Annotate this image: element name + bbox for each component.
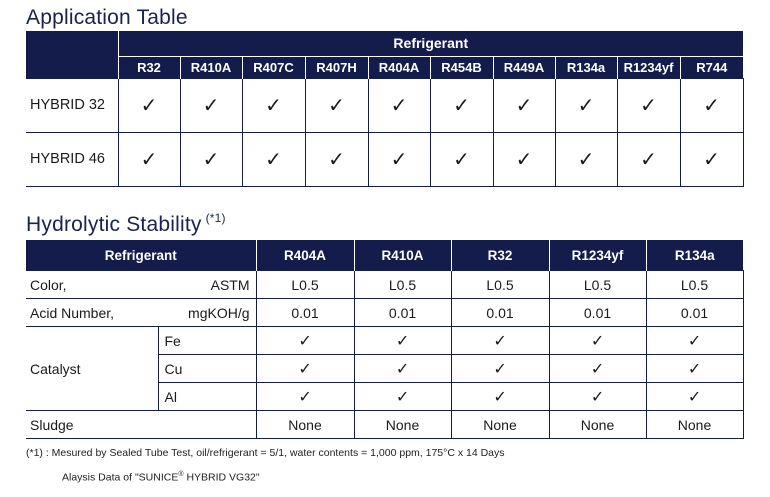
check-cell: ✓ [646,355,743,383]
check-cell: ✓ [555,78,617,132]
catalyst-metal: Cu [158,355,256,383]
acid-number-unit: mgKOH/g [158,299,256,327]
value-cell: L0.5 [354,271,451,299]
app-col-header: R407H [305,56,368,78]
value-cell: None [549,411,646,439]
hydro-col-header: R134a [646,240,743,271]
value-cell: 0.01 [646,299,743,327]
check-cell: ✓ [549,383,646,411]
check-cell: ✓ [256,355,354,383]
value-cell: L0.5 [451,271,549,299]
value-cell: None [354,411,451,439]
hydro-title-note: (*1) [205,211,226,225]
table-row [26,271,743,299]
value-cell: 0.01 [451,299,549,327]
check-cell: ✓ [549,355,646,383]
check-cell: ✓ [646,327,743,355]
catalyst-label: Catalyst [26,327,158,411]
acid-number-label: Acid Number, [26,299,158,327]
app-col-header: R404A [368,56,430,78]
application-table [26,31,744,187]
check-cell: ✓ [354,355,451,383]
app-col-header: R744 [680,56,743,78]
footnote: (*1) : Mesured by Sealed Tube Test, oil/refrigerant = 5/1, water contents = 1,000 ppm, 175°C x 14 Days [26,447,505,459]
check-cell: ✓ [354,383,451,411]
check-cell: ✓ [451,383,549,411]
catalyst-metal: Al [158,383,256,411]
check-cell: ✓ [242,132,305,186]
row-label: HYBRID 46 [26,132,118,186]
app-col-header: R134a [555,56,617,78]
value-cell: L0.5 [256,271,354,299]
source-note [62,471,260,484]
value-cell: L0.5 [549,271,646,299]
color-label: Color, [26,271,158,299]
app-col-header: R407C [242,56,305,78]
source-prefix: Alaysis Data of "SUNICE [62,471,179,484]
check-cell: ✓ [451,355,549,383]
table-row [26,411,743,439]
registered-mark: ® [178,471,184,478]
check-cell: ✓ [118,132,180,186]
table-row [26,299,743,327]
check-cell: ✓ [180,78,242,132]
check-cell: ✓ [305,78,368,132]
check-cell: ✓ [680,78,743,132]
hydro-col-header: R410A [354,240,451,271]
sludge-label: Sludge [26,411,256,439]
check-cell: ✓ [242,78,305,132]
source-suffix: HYBRID VG32" [183,471,260,484]
value-cell: None [256,411,354,439]
catalyst-metal: Fe [158,327,256,355]
app-col-header: R410A [180,56,242,78]
refrigerant-group-header: Refrigerant [118,31,743,56]
hydro-col-header: R1234yf [549,240,646,271]
hydro-col-header: R404A [256,240,354,271]
table-row [26,327,743,355]
check-cell: ✓ [256,327,354,355]
check-cell: ✓ [617,132,680,186]
check-cell: ✓ [617,78,680,132]
value-cell: L0.5 [646,271,743,299]
check-cell: ✓ [368,132,430,186]
check-cell: ✓ [555,132,617,186]
value-cell: None [451,411,549,439]
check-cell: ✓ [368,78,430,132]
check-cell: ✓ [305,132,368,186]
check-cell: ✓ [680,132,743,186]
hydrolytic-stability-table [26,240,744,439]
check-cell: ✓ [646,383,743,411]
hydro-header-label: Refrigerant [26,240,256,271]
application-table-title: Application Table [26,6,188,29]
check-cell: ✓ [430,78,493,132]
hydro-col-header: R32 [451,240,549,271]
check-cell: ✓ [180,132,242,186]
check-cell: ✓ [256,383,354,411]
table-row [26,78,743,132]
app-col-header: R449A [493,56,555,78]
value-cell: None [646,411,743,439]
row-label: HYBRID 32 [26,78,118,132]
check-cell: ✓ [493,132,555,186]
check-cell: ✓ [118,78,180,132]
check-cell: ✓ [549,327,646,355]
app-corner-cell [26,31,118,78]
color-unit: ASTM [158,271,256,299]
app-col-header: R454B [430,56,493,78]
hydro-title-text: Hydrolytic Stability [26,213,202,236]
app-col-header: R1234yf [617,56,680,78]
value-cell: 0.01 [549,299,646,327]
hydrolytic-stability-title [26,213,226,237]
value-cell: 0.01 [354,299,451,327]
app-col-header: R32 [118,56,180,78]
table-row [26,132,743,186]
check-cell: ✓ [493,78,555,132]
check-cell: ✓ [451,327,549,355]
value-cell: 0.01 [256,299,354,327]
check-cell: ✓ [430,132,493,186]
check-cell: ✓ [354,327,451,355]
